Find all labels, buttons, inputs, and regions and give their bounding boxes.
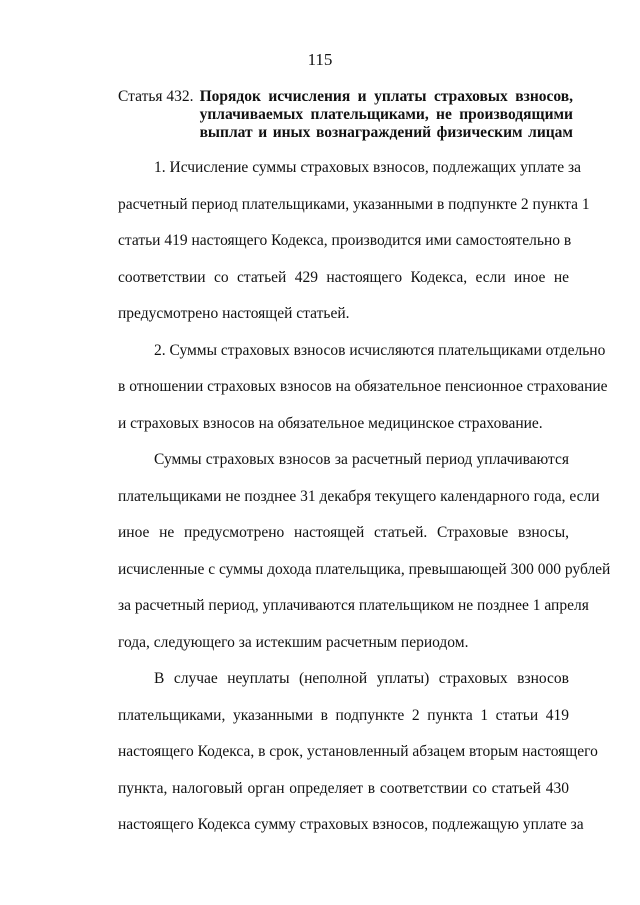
article-body bbox=[82, 150, 611, 844]
text-line: плательщиками не позднее 31 декабря текущего календарного года, если bbox=[118, 487, 600, 505]
text-line: за расчетный период, уплачиваются плательщиком не позднее 1 апреля bbox=[118, 597, 589, 614]
text-line: соответствии со статьей 429 настоящего Кодекса, если иное не bbox=[118, 268, 569, 286]
text-line: года, следующего за истекшим расчетным периодом. bbox=[118, 633, 469, 651]
text-line: пункта, налоговый орган определяет в соответствии со статьей 430 bbox=[118, 779, 569, 797]
text-line: Суммы страховых взносов за расчетный период уплачиваются bbox=[154, 451, 569, 468]
article-heading bbox=[118, 88, 573, 142]
article-title-line: уплачиваемых плательщиками, не производящими bbox=[199, 106, 573, 123]
text-line: и страховых взносов на обязательное медицинское страхование. bbox=[118, 414, 543, 432]
text-line: В случае неуплаты (неполной уплаты) страховых взносов bbox=[154, 670, 569, 687]
text-line: иное не предусмотрено настоящей статьей. Страховые взносы, bbox=[118, 524, 569, 541]
text-line: статьи 419 настоящего Кодекса, производится ими самостоятельно в bbox=[118, 232, 572, 249]
page-number: 115 bbox=[307, 50, 333, 69]
article-title bbox=[200, 88, 573, 142]
article-title-line: выплат и иных вознаграждений физическим лицам bbox=[199, 124, 573, 141]
text-line: расчетный период плательщиками, указанными в подпункте 2 пункта 1 bbox=[118, 195, 590, 213]
text-line: настоящего Кодекса сумму страховых взносов, подлежащую уплате за bbox=[118, 816, 584, 833]
text-line: настоящего Кодекса, в срок, установленный абзацем вторым настоящего bbox=[118, 743, 598, 760]
article-title-line: Порядок исчисления и уплаты страховых взносов, bbox=[199, 88, 573, 105]
text-line: 1. Исчисление суммы страховых взносов, подлежащих уплате за bbox=[154, 159, 581, 176]
article-label: Статья 432. bbox=[118, 88, 194, 105]
paragraph-3 bbox=[82, 442, 611, 661]
paragraph-4 bbox=[82, 661, 598, 844]
paragraph-2 bbox=[82, 333, 608, 443]
paragraph-1 bbox=[82, 150, 590, 333]
text-line: в отношении страховых взносов на обязательное пенсионное страхование bbox=[118, 378, 608, 395]
text-line: 2. Суммы страховых взносов исчисляются плательщиками отдельно bbox=[154, 341, 606, 359]
text-line: плательщиками, указанными в подпункте 2 пункта 1 статьи 419 bbox=[118, 706, 569, 724]
text-line: исчисленные с суммы дохода плательщика, превышающей 300 000 рублей bbox=[118, 560, 611, 578]
text-line: предусмотрено настоящей статьей. bbox=[118, 305, 350, 322]
